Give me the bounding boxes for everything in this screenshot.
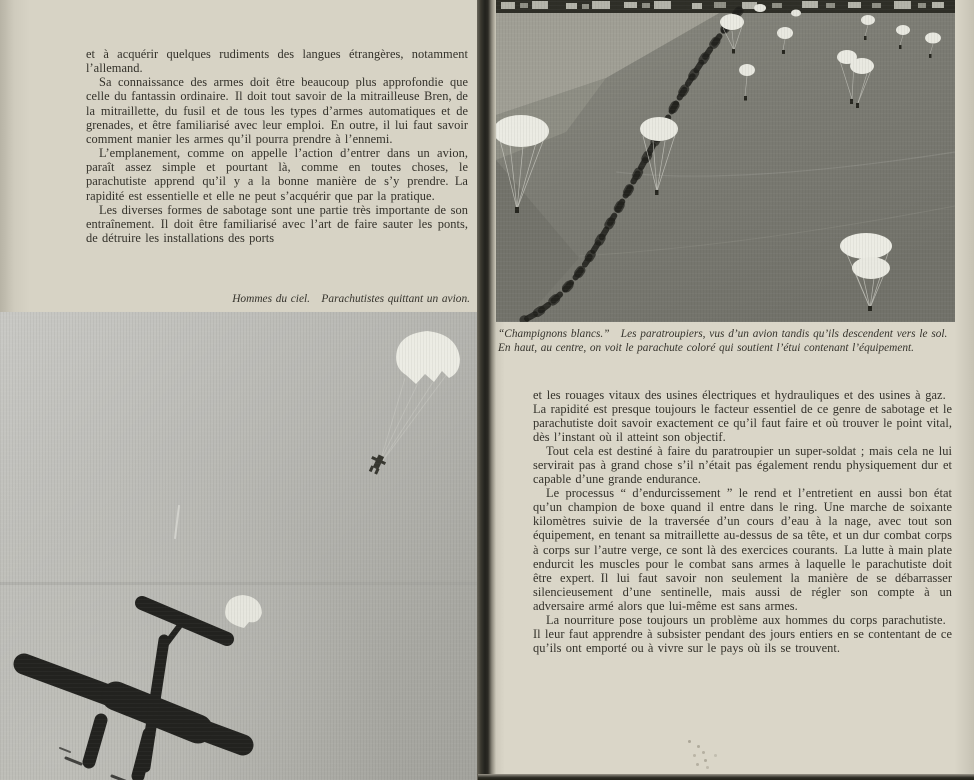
left-photo-parachutist-leaving-aircraft: [0, 312, 478, 780]
paragraph: Sa connaissance des armes doit être beaucoup plus approfondie que celle du fantassin ordinaire. Il doit tout savoir de la mitrailleuse Bren, de la mitraillette, du fusil et de tous les types d’armes automatiques et de grenades, et être familiarisé avec leur emploi. En outre, il lui faut savoir comment manier les armes qu’il pourra prendre à l’ennemi.: [86, 75, 468, 146]
right-page: [495, 0, 974, 780]
left-photo-caption: Hommes du ciel. Parachutistes quittant un avion.: [232, 293, 470, 305]
paragraph: Les diverses formes de sabotage sont une partie très importante de son entraînement. Il doit être familiarisé avec l’art de faire sauter les ponts, de détruire les installations des ports: [86, 202, 468, 246]
sky-photo: [0, 312, 478, 780]
ink-smudge: [688, 740, 691, 743]
paragraph: et à acquérir quelques rudiments des langues étrangères, notamment l’allemand.: [86, 47, 468, 76]
left-page: [0, 0, 478, 780]
paragraph: Le processus “ d’endurcissement ” le rend et l’entretient en aussi bon état qu’un champion de boxe quand il entre dans le ring. Une marche de soixante kilomètres suivie de la traversée d’un cours d’eau à la nage, avec tout son équipement, en tenant sa mitraillette au-dessus de sa tête, et un dur combat corps à corps sur l’autre verge, ce sont là des exercices courants. La lutte à main plate endurcit les muscles pour le combat sans armes à laquelle le parachutiste doit être expert. Il lui faut savoir non seulement la manière de se débarrasser silencieusement d’une sentinelle, mais aussi de régler son compte à un adversaire armé alors que lui-même est sans armes.: [533, 486, 952, 613]
right-photo-aerial-parachute-drop: [496, 0, 955, 322]
paragraph: et les rouages vitaux des usines électriques et hydrauliques et des usines à gaz. La rapidité est presque toujours le facteur essentiel de ce genre de sabotage et le parachutiste doit savoir exactement ce qu’il faut faire et où trouver le point vital, dès l’instant où il atteint son objectif.: [533, 388, 952, 445]
page-gutter: [477, 0, 496, 780]
town-strip: [496, 0, 955, 13]
parachute: [754, 4, 766, 12]
paragraph: L’emplanement, comme on appelle l’action d’entrer dans un avion, paraît assez simple et pourtant là, comme en toutes choses, le parachutiste apprend qu’il y a la bonne manière de s’y prendre. La rapidité est essentielle et elle ne peut s’acquérir que par la pratique.: [86, 146, 468, 203]
aerial-photo: [496, 0, 955, 322]
scan-bottom-edge: [478, 774, 974, 780]
left-text-column: [86, 47, 468, 245]
paragraph: Tout cela est destiné à faire du paratroupier un super-soldat ; mais cela ne lui servirait pas à grand chose s’il n’était pas également rendu physiquement dur et capable d’une grande endurance.: [533, 444, 952, 487]
paragraph: La nourriture pose toujours un problème aux hommes du corps parachutiste. Il leur faut apprendre à subsister pendant des jours entiers en se contentant de ce qu’ils ont emporté ou à vivre sur le pays où ils se trouvent.: [533, 612, 952, 655]
parachute: [791, 10, 801, 17]
right-photo-caption: “Champignons blancs.” Les paratroupiers, vus d’un avion tandis qu’ils descendent vers le sol. En haut, au centre, on voit le parachute coloré qui soutient l’étui contenant l’équipement.: [498, 328, 953, 354]
right-text-column: [533, 388, 952, 655]
